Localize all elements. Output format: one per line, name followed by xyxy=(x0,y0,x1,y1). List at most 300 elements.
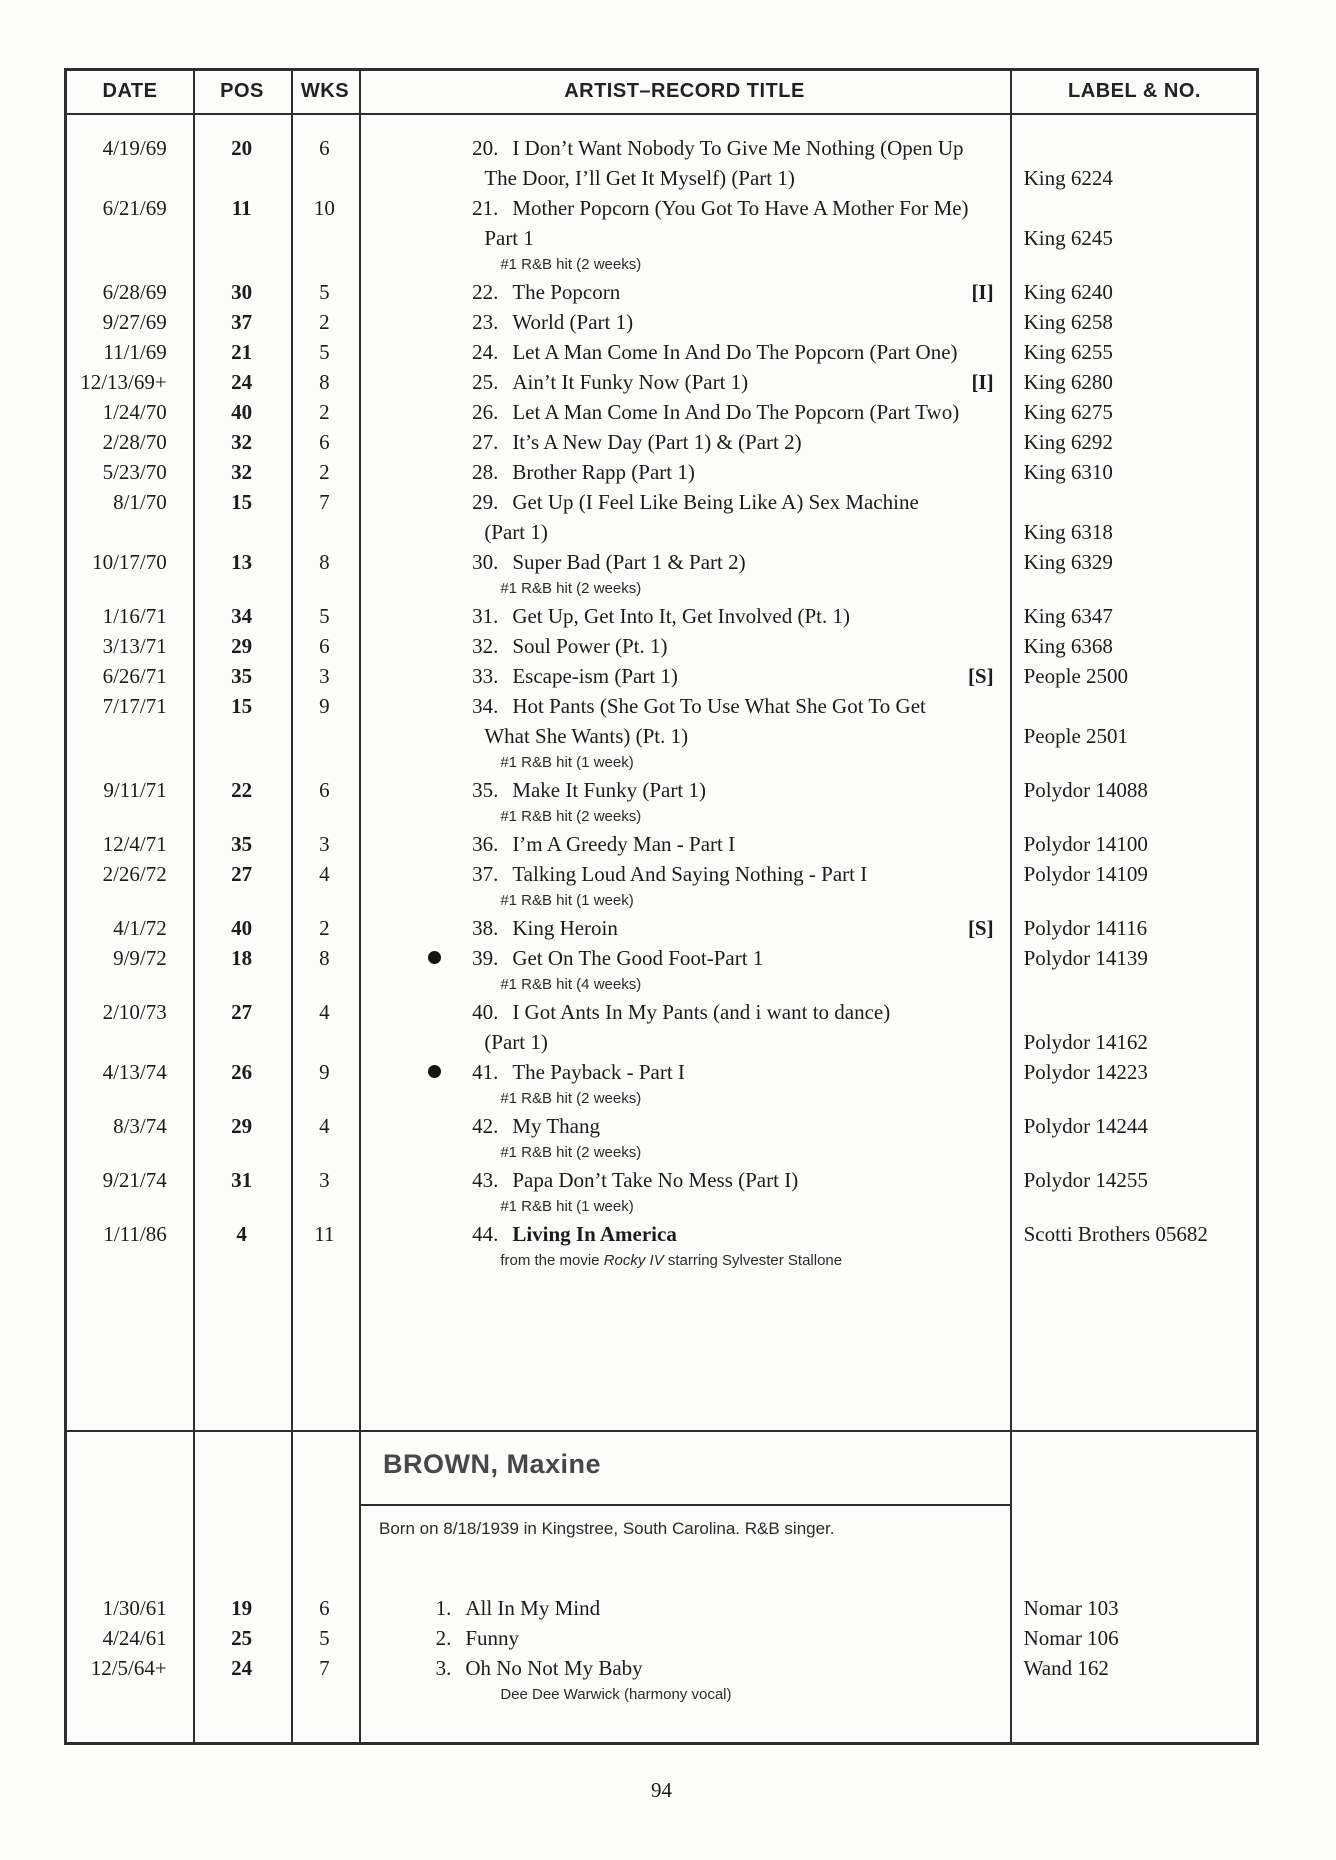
date-cell: 6/21/69 xyxy=(102,196,167,220)
entry-row xyxy=(67,631,1256,661)
wks-cell: 8 xyxy=(319,370,330,394)
title-line xyxy=(358,913,1007,943)
artist-cell xyxy=(358,859,1007,913)
pos-cell: 30 xyxy=(231,280,253,304)
title-line xyxy=(358,427,1007,457)
title-line xyxy=(358,397,1007,427)
entry-row xyxy=(67,1111,1256,1165)
record-title: Mother Popcorn (You Got To Have A Mother For Me) xyxy=(512,196,969,220)
title-continuation-line xyxy=(358,163,1007,193)
label-cell xyxy=(1008,691,1256,751)
pos-cell: 19 xyxy=(231,1596,253,1620)
artist-cell xyxy=(358,661,1007,691)
wks-cell: 3 xyxy=(319,664,330,688)
record-title: Get Up (I Feel Like Being Like A) Sex Machine xyxy=(512,490,919,514)
rb-hit-note: #1 R&B hit (2 weeks) xyxy=(500,580,642,597)
label-cell xyxy=(1008,1057,1256,1087)
entry-row xyxy=(67,397,1256,427)
rb-hit-note: #1 R&B hit (2 weeks) xyxy=(500,1144,642,1161)
label-cell xyxy=(1008,631,1256,661)
date-cell: 9/9/72 xyxy=(113,946,167,970)
record-title: Talking Loud And Saying Nothing - Part I xyxy=(512,862,868,886)
label-text: Nomar 103 xyxy=(1023,1596,1119,1620)
record-title: Escape-ism (Part 1) xyxy=(512,664,678,688)
entry-row xyxy=(67,547,1256,601)
date-cell: 12/5/64+ xyxy=(90,1656,167,1680)
label-cell xyxy=(1008,1165,1256,1195)
artist-cell xyxy=(358,631,1007,661)
wks-cell: 8 xyxy=(319,550,330,574)
label-text: Polydor 14255 xyxy=(1023,1168,1148,1192)
wks-cell: 7 xyxy=(319,1656,330,1680)
entry-row xyxy=(67,457,1256,487)
record-title: The Popcorn xyxy=(512,280,621,304)
date-cell: 11/1/69 xyxy=(103,340,167,364)
title-line xyxy=(358,1165,1007,1195)
record-title: The Payback - Part I xyxy=(512,1060,685,1084)
date-cell: 10/17/70 xyxy=(92,550,167,574)
record-title: Papa Don’t Take No Mess (Part I) xyxy=(512,1168,799,1192)
entry-row xyxy=(67,691,1256,775)
record-title: Ain’t It Funky Now (Part 1) xyxy=(512,370,749,394)
label-cell xyxy=(1008,337,1256,367)
record-number: 29. xyxy=(472,490,499,514)
label-cell xyxy=(1008,1219,1256,1249)
record-number: 3. xyxy=(435,1656,452,1680)
rb-hit-note: #1 R&B hit (2 weeks) xyxy=(500,1090,642,1107)
label-text: Polydor 14162 xyxy=(1023,1030,1148,1054)
label-cell xyxy=(1008,661,1256,691)
record-title: I Got Ants In My Pants (and i want to dance) xyxy=(512,1000,891,1024)
record-number: 27. xyxy=(472,430,499,454)
section-divider xyxy=(67,1430,1256,1432)
title-line xyxy=(358,1219,1007,1249)
label-text: King 6258 xyxy=(1023,310,1113,334)
artist-cell xyxy=(358,1623,1007,1653)
wks-cell: 10 xyxy=(313,196,335,220)
artist-cell xyxy=(358,457,1007,487)
date-cell: 4/1/72 xyxy=(113,916,167,940)
label-text: Polydor 14223 xyxy=(1023,1060,1148,1084)
entry-row xyxy=(67,193,1256,277)
wks-cell: 2 xyxy=(319,400,330,424)
pos-cell: 22 xyxy=(231,778,253,802)
pos-cell: 32 xyxy=(231,460,253,484)
date-cell: 5/23/70 xyxy=(102,460,167,484)
header-date: DATE xyxy=(102,80,158,102)
chart-table xyxy=(64,68,1259,1745)
artist-header-underline xyxy=(359,1504,1010,1506)
record-title: My Thang xyxy=(512,1114,601,1138)
record-number: 42. xyxy=(472,1114,499,1138)
record-number: 43. xyxy=(472,1168,499,1192)
date-cell: 2/10/73 xyxy=(102,1000,167,1024)
label-cell xyxy=(1008,193,1256,253)
title-line xyxy=(358,337,1007,367)
pos-cell: 27 xyxy=(231,1000,253,1024)
record-number: 36. xyxy=(472,832,499,856)
title-line xyxy=(358,307,1007,337)
label-text: King 6318 xyxy=(1023,520,1113,544)
date-cell: 12/4/71 xyxy=(102,832,167,856)
title-line xyxy=(358,997,1007,1027)
date-cell: 6/28/69 xyxy=(102,280,167,304)
record-title: What She Wants) (Pt. 1) xyxy=(484,724,689,748)
record-title: Get Up, Get Into It, Get Involved (Pt. 1) xyxy=(512,604,850,628)
record-number: 32. xyxy=(472,634,499,658)
label-cell xyxy=(1008,277,1256,307)
entry-row xyxy=(67,775,1256,829)
entry-row xyxy=(67,943,1256,997)
record-title: It’s A New Day (Part 1) & (Part 2) xyxy=(512,430,802,454)
record-number: 1. xyxy=(435,1596,452,1620)
label-text: People 2500 xyxy=(1023,664,1129,688)
maxine-brown-entries xyxy=(67,1575,1256,1707)
artist-bio: Born on 8/18/1939 in Kingstree, South Carolina. R&B singer. xyxy=(379,1519,835,1538)
wks-cell: 3 xyxy=(319,832,330,856)
entry-row xyxy=(67,337,1256,367)
label-text: People 2501 xyxy=(1023,724,1129,748)
record-number: 40. xyxy=(472,1000,499,1024)
record-title: I’m A Greedy Man - Part I xyxy=(512,832,736,856)
label-text: King 6368 xyxy=(1023,634,1113,658)
title-line xyxy=(358,859,1007,889)
entry-row xyxy=(67,487,1256,547)
entry-row xyxy=(67,1219,1256,1273)
record-number: 38. xyxy=(472,916,499,940)
wks-cell: 5 xyxy=(319,340,330,364)
wks-cell: 4 xyxy=(319,862,330,886)
date-cell: 8/1/70 xyxy=(113,490,167,514)
artist-cell xyxy=(358,775,1007,829)
label-text: Polydor 14088 xyxy=(1023,778,1148,802)
artist-cell xyxy=(358,943,1007,997)
record-number: 22. xyxy=(472,280,499,304)
title-continuation-line xyxy=(358,223,1007,253)
artist-cell xyxy=(358,997,1007,1057)
rb-hit-note: #1 R&B hit (1 week) xyxy=(500,892,634,909)
label-text: King 6275 xyxy=(1023,400,1113,424)
record-title: Oh No Not My Baby xyxy=(465,1656,643,1680)
rb-hit-note: #1 R&B hit (2 weeks) xyxy=(500,256,642,273)
pos-cell: 27 xyxy=(231,862,253,886)
movie-note xyxy=(358,1249,1007,1273)
header-artist-record-title: ARTIST–RECORD TITLE xyxy=(564,80,805,102)
rb-hit-note: #1 R&B hit (1 week) xyxy=(500,754,634,771)
record-title: World (Part 1) xyxy=(512,310,634,334)
pos-cell: 20 xyxy=(231,136,253,160)
date-cell: 1/16/71 xyxy=(102,604,167,628)
label-cell xyxy=(1008,859,1256,889)
label-cell xyxy=(1008,307,1256,337)
entry-row xyxy=(67,1593,1256,1623)
label-cell xyxy=(1008,913,1256,943)
label-text: King 6347 xyxy=(1023,604,1113,628)
entry-row xyxy=(67,1623,1256,1653)
label-text: Polydor 14100 xyxy=(1023,832,1148,856)
record-number: 34. xyxy=(472,694,499,718)
label-text: King 6240 xyxy=(1023,280,1113,304)
artist-cell xyxy=(358,1593,1007,1623)
pos-cell: 18 xyxy=(231,946,253,970)
title-line xyxy=(358,1111,1007,1141)
record-number: 33. xyxy=(472,664,499,688)
artist-cell xyxy=(358,913,1007,943)
date-cell: 2/26/72 xyxy=(102,862,167,886)
date-cell: 8/3/74 xyxy=(113,1114,167,1138)
entry-row xyxy=(67,661,1256,691)
label-cell xyxy=(1008,775,1256,805)
wks-cell: 4 xyxy=(319,1000,330,1024)
pos-cell: 29 xyxy=(231,634,253,658)
entry-row xyxy=(67,1653,1256,1707)
label-text: Polydor 14109 xyxy=(1023,862,1148,886)
record-title: Make It Funky (Part 1) xyxy=(512,778,706,802)
artist-cell xyxy=(358,1111,1007,1165)
date-cell: 1/24/70 xyxy=(102,400,167,424)
title-line xyxy=(358,829,1007,859)
title-line xyxy=(358,943,1007,973)
record-number: 28. xyxy=(472,460,499,484)
pos-cell: 31 xyxy=(231,1168,253,1192)
label-text: King 6255 xyxy=(1023,340,1113,364)
header-pos: POS xyxy=(220,80,264,102)
record-number: 31. xyxy=(472,604,499,628)
wks-cell: 2 xyxy=(319,460,330,484)
label-cell xyxy=(1008,1623,1256,1653)
record-title: Get On The Good Foot-Part 1 xyxy=(512,946,764,970)
pos-cell: 35 xyxy=(231,664,253,688)
pos-cell: 34 xyxy=(231,604,253,628)
title-line xyxy=(358,547,1007,577)
pos-cell: 13 xyxy=(231,550,253,574)
date-cell: 7/17/71 xyxy=(102,694,167,718)
wks-cell: 9 xyxy=(319,694,330,718)
record-title: The Door, I’ll Get It Myself) (Part 1) xyxy=(484,166,795,190)
pos-cell: 35 xyxy=(231,832,253,856)
entry-row xyxy=(67,859,1256,913)
media-flag: [I] xyxy=(971,370,994,394)
label-text: King 6310 xyxy=(1023,460,1113,484)
pos-cell: 40 xyxy=(231,916,253,940)
movie-title-italic: Rocky IV xyxy=(603,1252,664,1269)
wks-cell: 6 xyxy=(319,136,330,160)
title-line xyxy=(358,367,1007,397)
title-line xyxy=(358,133,1007,163)
artist-cell xyxy=(358,337,1007,367)
label-text: King 6329 xyxy=(1023,550,1113,574)
label-text: Polydor 14244 xyxy=(1023,1114,1148,1138)
record-number: 2. xyxy=(435,1626,452,1650)
label-cell xyxy=(1008,1111,1256,1141)
page-number: 94 xyxy=(651,1778,672,1802)
title-line xyxy=(358,1057,1007,1087)
wks-cell: 2 xyxy=(319,310,330,334)
title-line xyxy=(358,775,1007,805)
wks-cell: 5 xyxy=(319,280,330,304)
record-title: Funny xyxy=(465,1626,519,1650)
date-cell: 4/13/74 xyxy=(102,1060,167,1084)
date-cell: 3/13/71 xyxy=(102,634,167,658)
artist-cell xyxy=(358,1219,1007,1273)
record-title: All In My Mind xyxy=(465,1596,601,1620)
date-cell: 9/11/71 xyxy=(103,778,167,802)
artist-cell xyxy=(358,829,1007,859)
pos-cell: 25 xyxy=(231,1626,253,1650)
james-brown-entries xyxy=(67,115,1256,1273)
pos-cell: 26 xyxy=(231,1060,253,1084)
label-text: King 6292 xyxy=(1023,430,1113,454)
record-number: 21. xyxy=(472,196,499,220)
date-cell: 4/24/61 xyxy=(102,1626,167,1650)
label-cell xyxy=(1008,133,1256,193)
entry-row xyxy=(67,913,1256,943)
header-wks: WKS xyxy=(300,80,350,102)
date-cell: 9/27/69 xyxy=(102,310,167,334)
label-cell xyxy=(1008,943,1256,973)
artist-cell xyxy=(358,133,1007,193)
wks-cell: 5 xyxy=(319,604,330,628)
label-text: Polydor 14116 xyxy=(1023,916,1148,940)
title-continuation-line xyxy=(358,1027,1007,1057)
title-line xyxy=(358,631,1007,661)
artist-cell xyxy=(358,307,1007,337)
artist-cell xyxy=(358,601,1007,631)
wks-cell: 6 xyxy=(319,1596,330,1620)
rb-hit-note: #1 R&B hit (1 week) xyxy=(500,1198,634,1215)
record-number: 23. xyxy=(472,310,499,334)
pos-cell: 37 xyxy=(231,310,253,334)
entry-row xyxy=(67,1165,1256,1219)
title-line xyxy=(358,487,1007,517)
record-number: 20. xyxy=(472,136,499,160)
wks-cell: 7 xyxy=(319,490,330,514)
header-label-no: LABEL & NO. xyxy=(1068,80,1201,102)
pos-cell: 40 xyxy=(231,400,253,424)
title-line xyxy=(358,1593,1007,1623)
title-line xyxy=(358,691,1007,721)
pos-cell: 24 xyxy=(231,1656,253,1680)
entry-row xyxy=(67,427,1256,457)
movie-note-pre: from the movie xyxy=(500,1252,604,1269)
label-cell xyxy=(1008,397,1256,427)
label-cell xyxy=(1008,367,1256,397)
wks-cell: 6 xyxy=(319,634,330,658)
entry-row xyxy=(67,133,1256,193)
record-number: 35. xyxy=(472,778,499,802)
movie-note-post: starring Sylvester Stallone xyxy=(663,1252,843,1269)
date-cell: 1/11/86 xyxy=(103,1222,167,1246)
entry-row xyxy=(67,829,1256,859)
record-number: 25. xyxy=(472,370,499,394)
label-cell xyxy=(1008,547,1256,577)
artist-cell xyxy=(358,427,1007,457)
label-cell xyxy=(1008,829,1256,859)
rb-hit-note: #1 R&B hit (2 weeks) xyxy=(500,808,642,825)
record-number: 26. xyxy=(472,400,499,424)
title-line xyxy=(358,193,1007,223)
artist-cell xyxy=(358,193,1007,277)
record-title: (Part 1) xyxy=(484,520,548,544)
artist-cell xyxy=(358,1057,1007,1111)
pos-cell: 11 xyxy=(231,196,252,220)
artist-section-header: BROWN, Maxine xyxy=(383,1449,602,1479)
title-line xyxy=(358,1623,1007,1653)
pos-cell: 29 xyxy=(231,1114,253,1138)
artist-cell xyxy=(358,691,1007,775)
artist-cell xyxy=(358,487,1007,547)
label-text: King 6224 xyxy=(1023,166,1113,190)
label-cell xyxy=(1008,601,1256,631)
record-number: 44. xyxy=(472,1222,499,1246)
record-title: Part 1 xyxy=(484,226,534,250)
title-line xyxy=(358,661,1007,691)
date-cell: 4/19/69 xyxy=(102,136,167,160)
wks-cell: 5 xyxy=(319,1626,330,1650)
pos-cell: 15 xyxy=(231,694,253,718)
label-text: King 6280 xyxy=(1023,370,1113,394)
record-title: Brother Rapp (Part 1) xyxy=(512,460,695,484)
record-number: 30. xyxy=(472,550,499,574)
record-number: 41. xyxy=(472,1060,499,1084)
date-cell: 1/30/61 xyxy=(102,1596,167,1620)
record-title: Let A Man Come In And Do The Popcorn (Part One) xyxy=(512,340,958,364)
title-continuation-line xyxy=(358,517,1007,547)
artist-cell xyxy=(358,1653,1007,1707)
table-header-row xyxy=(67,71,1256,115)
title-line xyxy=(358,1653,1007,1683)
entry-row xyxy=(67,997,1256,1057)
pos-cell: 15 xyxy=(231,490,253,514)
record-title: Soul Power (Pt. 1) xyxy=(512,634,668,658)
rb-hit-note: #1 R&B hit (4 weeks) xyxy=(500,976,642,993)
label-text: Wand 162 xyxy=(1023,1656,1109,1680)
label-text: Polydor 14139 xyxy=(1023,946,1148,970)
record-number: 39. xyxy=(472,946,499,970)
wks-cell: 2 xyxy=(319,916,330,940)
title-line xyxy=(358,457,1007,487)
pos-cell: 21 xyxy=(231,340,253,364)
artist-cell xyxy=(358,277,1007,307)
media-flag: [I] xyxy=(971,280,994,304)
artist-cell xyxy=(358,397,1007,427)
artist-cell xyxy=(358,547,1007,601)
artist-cell xyxy=(358,367,1007,397)
pos-cell: 24 xyxy=(231,370,253,394)
date-cell: 12/13/69+ xyxy=(80,370,167,394)
media-flag: [S] xyxy=(967,664,994,688)
record-number: 37. xyxy=(472,862,499,886)
entry-row xyxy=(67,601,1256,631)
label-text: King 6245 xyxy=(1023,226,1113,250)
wks-cell: 3 xyxy=(319,1168,330,1192)
entry-row xyxy=(67,1057,1256,1111)
pos-cell: 32 xyxy=(231,430,253,454)
label-cell xyxy=(1008,1593,1256,1623)
wks-cell: 11 xyxy=(314,1222,335,1246)
entry-row xyxy=(67,367,1256,397)
entry-row xyxy=(67,307,1256,337)
pos-cell: 4 xyxy=(236,1222,247,1246)
label-cell xyxy=(1008,487,1256,547)
label-cell xyxy=(1008,1653,1256,1683)
title-line xyxy=(358,277,1007,307)
record-title: (Part 1) xyxy=(484,1030,548,1054)
label-cell xyxy=(1008,457,1256,487)
record-title: Hot Pants (She Got To Use What She Got To Get xyxy=(512,694,926,718)
label-cell xyxy=(1008,997,1256,1057)
date-cell: 9/21/74 xyxy=(102,1168,167,1192)
